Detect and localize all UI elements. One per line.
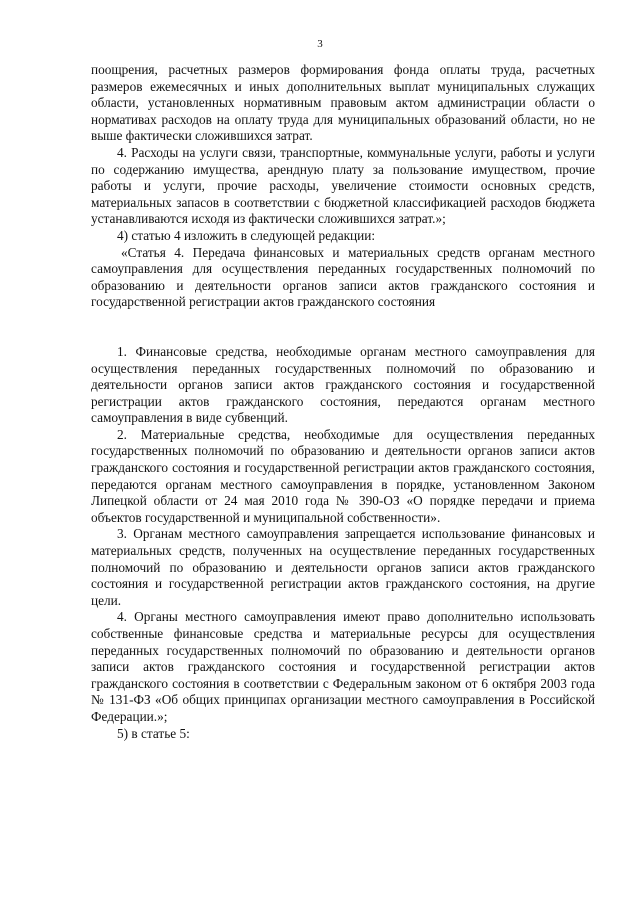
paragraph-amendment-article-4: 4) статью 4 изложить в следующей редакции: (117, 227, 376, 243)
paragraph-item-4-expenses: 4. Расходы на услуги связи, транспортные, коммунальные услуги, работы и услуги по содержанию имущества, арендную плату за пользование имуществом, прочие работы и услуги, прочие расходы, увеличение стоимости основных средств, материальных запасов в соответствии с бюджетной классификацией расходов бюджета устанавливаются исходя из фактически сложившихся затрат.»; (91, 144, 595, 227)
paragraph-gap (91, 311, 595, 344)
paragraph-amendment-article-5: 5) в статье 5: (117, 725, 190, 741)
document-body (91, 62, 595, 742)
article-4-part-2: 2. Материальные средства, необходимые для осуществления переданных государственных полномочий по образованию и деятельности органов записи актов гражданского состояния и государственной регистрации актов гражданского состояния, передаются органам местного самоуправления в порядке, установленном Законом Липецкой области от 24 мая 2010 года № 390-ОЗ «О порядке передачи и приема объектов государственной и муниципальной собственности». (91, 426, 595, 525)
page-number: 3 (317, 38, 323, 50)
article-4-heading: «Статья 4. Передача финансовых и материальных средств органам местного самоуправления для осуществления переданных государственных полномочий по образованию и деятельности органов записи актов гражданского состояния и государственной регистрации актов гражданского состояния (91, 244, 595, 310)
article-4-part-3: 3. Органам местного самоуправления запрещается использование финансовых и материальных средств, полученных на осуществление переданных государственных полномочий по образованию и деятельности органов записи актов гражданского состояния и государственной регистрации актов гражданского состояния, на другие цели. (91, 526, 595, 608)
article-4-part-4: 4. Органы местного самоуправления имеют право дополнительно использовать собственные финансовые средства и материальные ресурсы для осуществления переданных государственных полномочий по образованию и деятельности органов записи актов гражданского состояния и государственной регистрации актов гражданского состояния в соответствии с Федеральным законом от 6 октября 2003 года № 131-ФЗ «Об общих принципах организации местного самоуправления в Российской Федерации.»; (91, 609, 595, 724)
paragraph-continuation: поощрения, расчетных размеров формирования фонда оплаты труда, расчетных размеров ежемесячных и иных дополнительных выплат муниципальных служащих области, установленных нормативным правовым актом администрации области о нормативах расходов на оплату труда для муниципальных образований области, но не выше фактически сложившихся затрат. (91, 62, 595, 144)
article-4-part-1: 1. Финансовые средства, необходимые органам местного самоуправления для осуществления переданных государственных полномочий по образованию и деятельности органов записи актов гражданского состояния и государственной регистрации актов гражданского состояния, передаются органам местного самоуправления в виде субвенций. (91, 343, 595, 426)
